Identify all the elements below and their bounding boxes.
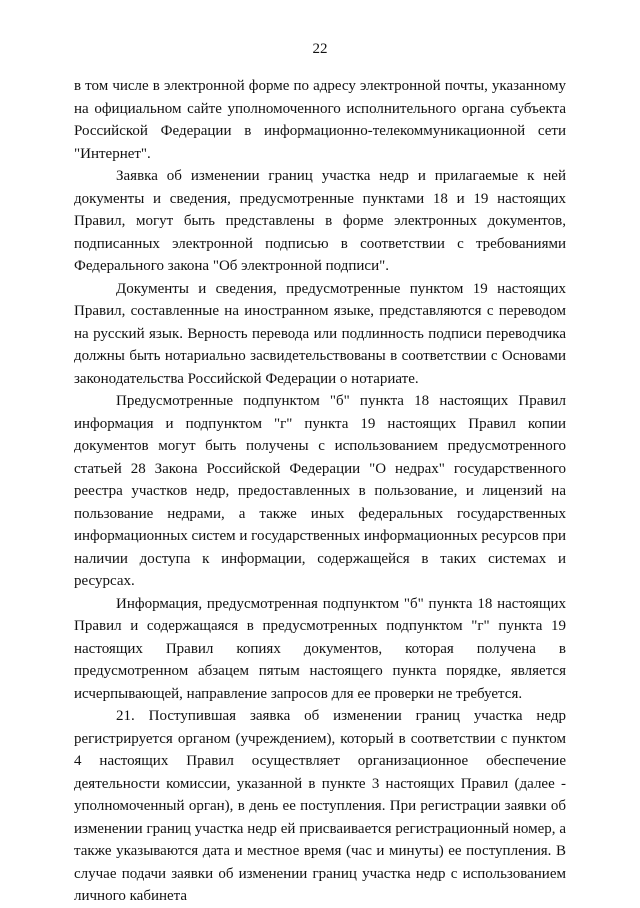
page-number: 22 <box>312 41 328 57</box>
document-body <box>74 75 566 908</box>
paragraph-4: Предусмотренные подпунктом "б" пункта 18 настоящих Правил информация и подпунктом "г" пункта 19 настоящих Правил копии документов могут быть получены с использованием предусмотренного статьей 28 Закона Российской Федерации "О недрах" государственного реестра участков недр, предоставленных в пользование, и лицензий на пользование недрами, а также иных федеральных государственных информационных систем и государственных информационных ресурсов при наличии доступа к информации, содержащейся в таких системах и ресурсах. <box>74 393 566 589</box>
paragraph-2: Заявка об изменении границ участка недр и прилагаемые к ней документы и сведения, предусмотренные пунктами 18 и 19 настоящих Правил, могут быть представлены в форме электронных документов, подписанных электронной подписью в соответствии с требованиями Федерального закона "Об электронной подписи". <box>74 168 566 274</box>
paragraph-6: 21. Поступившая заявка об изменении границ участка недр регистрируется органом (учреждением), который в соответствии с пунктом 4 настоящих Правил осуществляет организационное обеспечение деятельности комиссии, указанной в пункте 3 настоящих Правил (далее - уполномоченный орган), в день ее поступления. При регистрации заявки об изменении границ участка недр ей присваивается регистрационный номер, а также указываются дата и местное время (час и минуты) ее поступления. В случае подачи заявки об изменении границ участка недр с использованием личного кабинета <box>74 708 566 904</box>
paragraph-5: Информация, предусмотренная подпунктом "б" пункта 18 настоящих Правил и содержащаяся в предусмотренных подпунктом "г" пункта 19 настоящих Правил копиях документов, которая получена в предусмотренном абзацем пятым настоящего пункта порядке, является исчерпывающей, направление запросов для ее проверки не требуется. <box>74 595 566 702</box>
paragraph-1: в том числе в электронной форме по адресу электронной почты, указанному на официальном сайте уполномоченного исполнительного органа субъекта Российской Федерации в информационно-телекоммуникационной сети "Интернет". <box>74 78 566 162</box>
paragraph-3: Документы и сведения, предусмотренные пунктом 19 настоящих Правил, составленные на иностранном языке, представляются с переводом на русский язык. Верность перевода или подлинность подписи переводчика должны быть нотариально засвидетельствованы в соответствии с Основами законодательства Российской Федерации о нотариате. <box>74 280 566 387</box>
